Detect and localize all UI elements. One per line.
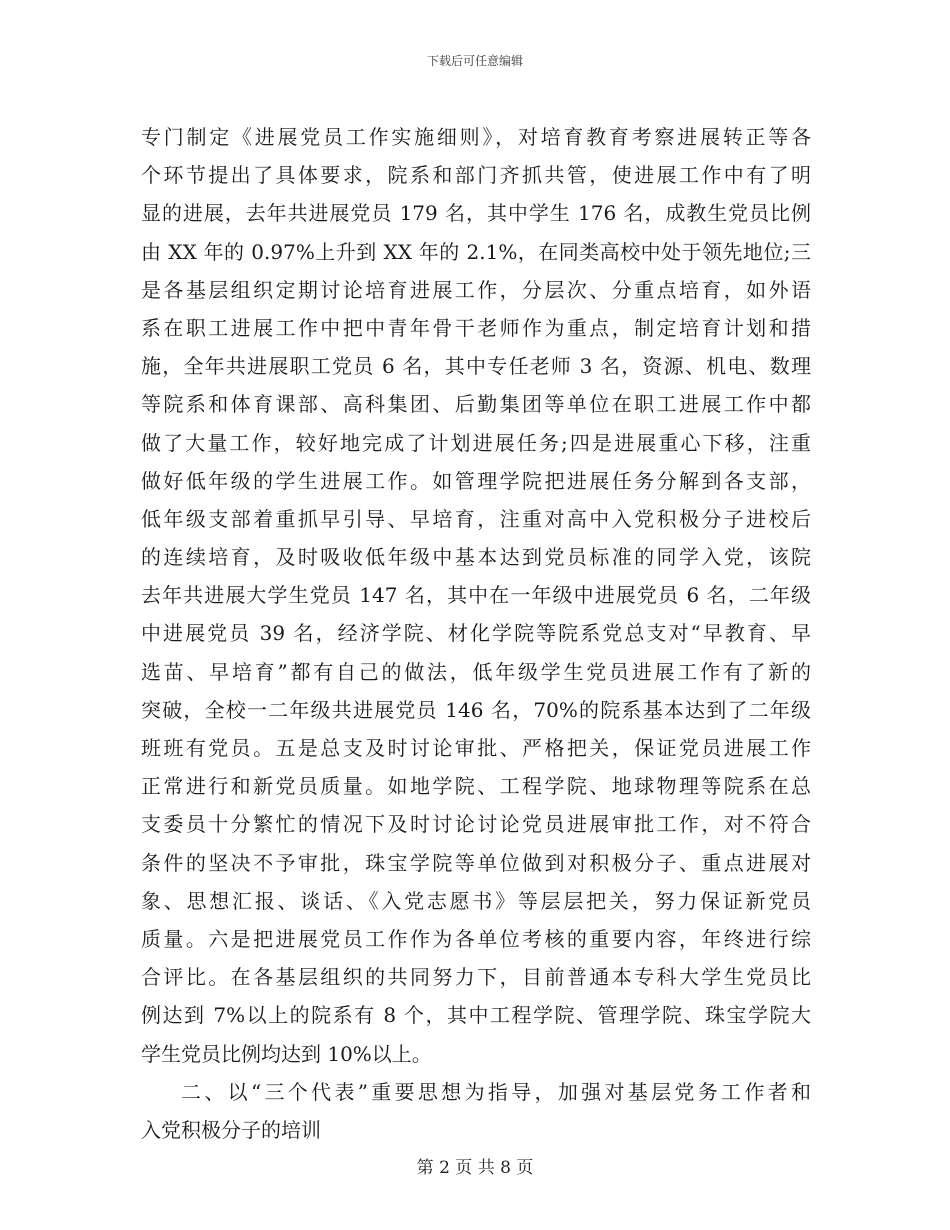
text-line: 低年级支部着重抓早引导、早培育，注重对高中入党积极分子进校后: [141, 506, 811, 531]
text-line: 条件的坚决不予审批，珠宝学院等单位做到对积极分子、重点进展对: [141, 850, 811, 875]
text-line: 班班有党员。五是总支及时讨论审批、严格把关，保证党员进展工作: [141, 736, 811, 760]
text-line: 的连续培育，及时吸收低年级中基本达到党员标准的同学入党，该院: [141, 545, 811, 570]
text-line: 个环节提出了具体要求，院系和部门齐抓共管，使进展工作中有了明: [141, 163, 811, 188]
text-line: 支委员十分繁忙的情况下及时讨论讨论党员进展审批工作，对不符合: [141, 812, 811, 837]
text-line: 二、以“三个代表”重要思想为指导，加强对基层党务工作者和: [181, 1079, 811, 1104]
page-header-note: 下载后可任意编辑: [426, 54, 523, 68]
text-line: 例达到 7%以上的院系有 8 个，其中工程学院、管理学院、珠宝学院大: [141, 1003, 811, 1028]
paragraph-2-heading: [141, 1073, 811, 1149]
text-line: 学生党员比例均达到 10%以上。: [141, 1041, 432, 1066]
text-line: 等院系和体育课部、高科集团、后勤集团等单位在职工进展工作中都: [141, 392, 811, 417]
text-line: 去年共进展大学生党员 147 名，其中在一年级中进展党员 6 名，二年级: [141, 583, 811, 608]
text-line: 突破，全校一二年级共进展党员 146 名，70%的院系基本达到了二年级: [141, 697, 811, 722]
text-line: 由 XX 年的 0.97%上升到 XX 年的 2.1%，在同类高校中处于领先地位;三: [141, 239, 811, 264]
text-line: 是各基层组织定期讨论培育进展工作，分层次、分重点培育，如外语: [141, 277, 811, 302]
text-line: 合评比。在各基层组织的共同努力下，目前普通本专科大学生党员比: [141, 965, 811, 990]
text-line: 入党积极分子的培训: [141, 1117, 321, 1142]
text-line: 中进展党员 39 名，经济学院、材化学院等院系党总支对“早教育、早: [141, 621, 811, 646]
text-line: 做好低年级的学生进展工作。如管理学院把进展任务分解到各支部，: [141, 468, 811, 493]
page-number: 第 2 页 共 8 页: [416, 1158, 534, 1178]
text-line: 显的进展，去年共进展党员 179 名，其中学生 176 名，成教生党员比例: [141, 201, 811, 226]
text-line: 象、思想汇报、谈话、《入党志愿书》等层层把关，努力保证新党员: [141, 888, 811, 913]
text-line: 系在职工进展工作中把中青年骨干老师作为重点，制定培育计划和措: [141, 315, 811, 340]
body-text: [141, 118, 811, 1149]
text-line: 质量。六是把进展党员工作作为各单位考核的重要内容，年终进行综: [141, 926, 811, 951]
text-line: 正常进行和新党员质量。如地学院、工程学院、地球物理等院系在总: [141, 774, 811, 799]
text-line: 做了大量工作，较好地完成了计划进展任务;四是进展重心下移，注重: [141, 430, 811, 455]
text-line: 选苗、早培育”都有自己的做法，低年级学生党员进展工作有了新的: [141, 659, 811, 684]
text-line: 施，全年共进展职工党员 6 名，其中专任老师 3 名，资源、机电、数理: [141, 354, 811, 379]
text-line: 专门制定《进展党员工作实施细则》，对培育教育考察进展转正等各: [141, 125, 811, 149]
paragraph-1: [141, 118, 811, 1073]
